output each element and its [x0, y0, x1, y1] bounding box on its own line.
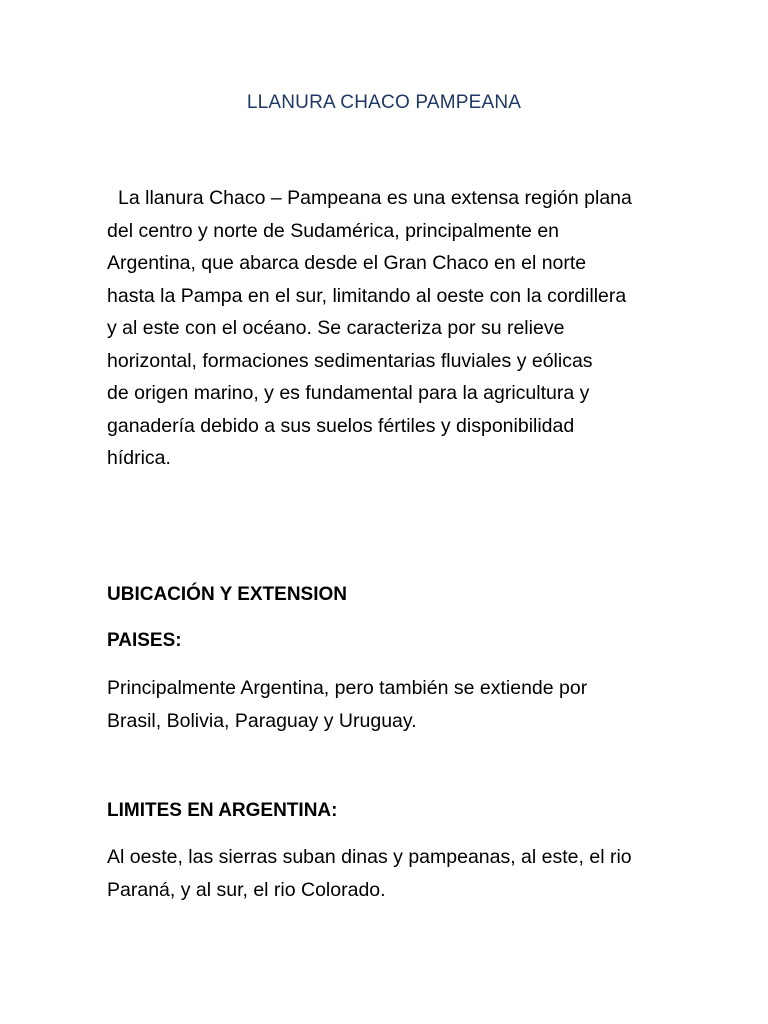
limits-heading: LIMITES EN ARGENTINA:: [107, 800, 338, 821]
intro-line: y al este con el océano. Se caracteriza por su relieve: [107, 317, 565, 339]
countries-line: Brasil, Bolivia, Paraguay y Uruguay.: [107, 709, 417, 732]
limits-line: Paraná, y al sur, el rio Colorado.: [107, 878, 386, 901]
countries-heading: PAISES:: [107, 630, 182, 651]
intro-line: hídrica.: [107, 447, 171, 469]
limits-paragraph: [107, 841, 667, 906]
document-title: LLANURA CHACO PAMPEANA: [246, 92, 522, 113]
intro-paragraph: [107, 182, 667, 475]
intro-line: de origen marino, y es fundamental para la agricultura y: [107, 382, 590, 404]
intro-line: La llanura Chaco – Pampeana es una extensa región plana: [118, 187, 632, 209]
countries-paragraph: [107, 672, 667, 737]
limits-line: Al oeste, las sierras suban dinas y pampeanas, al este, el rio: [107, 846, 632, 868]
section-heading-location: UBICACIÓN Y EXTENSION: [107, 584, 348, 605]
intro-line: horizontal, formaciones sedimentarias fluviales y eólicas: [107, 349, 593, 372]
intro-line: Argentina, que abarca desde el Gran Chaco en el norte: [107, 252, 587, 274]
intro-line: del centro y norte de Sudamérica, principalmente en: [107, 219, 560, 242]
intro-line: hasta la Pampa en el sur, limitando al oeste con la cordillera: [107, 284, 627, 307]
intro-line: ganadería debido a sus suelos fértiles y disponibilidad: [107, 414, 575, 437]
countries-line: Principalmente Argentina, pero también se extiende por: [107, 677, 588, 699]
